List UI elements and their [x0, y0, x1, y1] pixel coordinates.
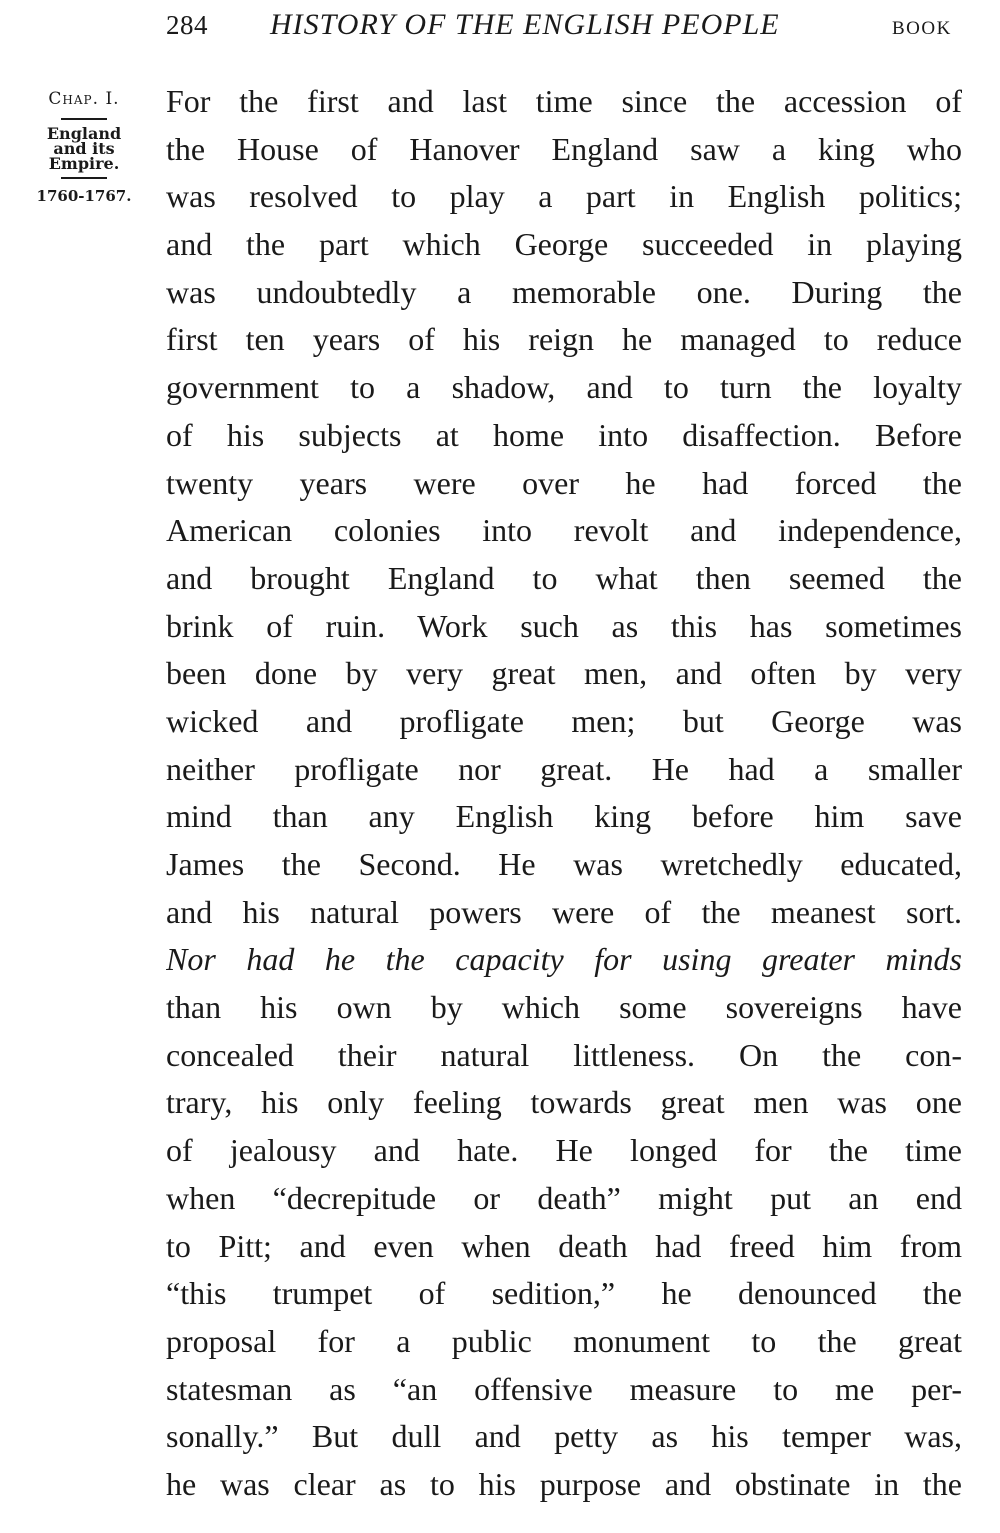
text-segment: neither profligate nor great. He had a smaller	[166, 750, 962, 787]
text-line	[166, 1175, 962, 1223]
text-segment: “this trumpet of sedition,” he denounced the	[166, 1275, 962, 1312]
text-line	[166, 555, 962, 603]
text-segment: trary, his only feeling towards great men was one	[166, 1084, 962, 1121]
text-segment: of his subjects at home into disaffection. Before	[166, 416, 962, 453]
text-segment: proposal for a public monument to the great	[166, 1322, 962, 1359]
margin-divider	[61, 177, 107, 179]
text-line	[166, 507, 962, 555]
text-segment: James the Second. He was wretchedly educated,	[166, 846, 962, 882]
text-segment: sonally.” But dull and petty as his temper was,	[166, 1418, 962, 1455]
text-segment: government to a shadow, and to turn the loyalty	[166, 369, 962, 406]
text-segment: first ten years of his reign he managed to reduce	[166, 321, 962, 358]
text-segment: was undoubtedly a memorable one. During the	[166, 273, 962, 310]
text-line	[166, 269, 962, 317]
chapter-label: Chap. I.	[48, 89, 120, 109]
margin-notes	[28, 86, 140, 207]
text-segment: For the first and last time since the accession of	[166, 83, 962, 119]
text-line	[166, 1079, 962, 1127]
text-segment: Nor had he the capacity for using greater minds	[166, 941, 962, 978]
text-line	[166, 603, 962, 651]
text-line	[166, 221, 962, 269]
text-line	[166, 746, 962, 794]
text-segment: he was clear as to his purpose and obstinate in the	[166, 1465, 962, 1502]
margin-divider	[61, 118, 107, 120]
text-line	[166, 841, 962, 889]
text-line	[166, 1223, 962, 1271]
text-segment: of jealousy and hate. He longed for the time	[166, 1132, 962, 1169]
text-line	[166, 173, 962, 221]
page-number: 284	[166, 10, 208, 40]
text-line	[166, 936, 962, 984]
text-segment: been done by very great men, and often by very	[166, 655, 962, 692]
text-line	[166, 1127, 962, 1175]
book-label: BOOK	[892, 18, 952, 39]
text-line	[166, 650, 962, 698]
text-segment: and the part which George succeeded in playing	[166, 226, 962, 263]
text-line	[166, 316, 962, 364]
text-line	[166, 126, 962, 174]
text-segment: the House of Hanover England saw a king who	[166, 130, 962, 167]
text-segment: and brought England to what then seemed the	[166, 559, 962, 596]
text-line	[166, 1032, 962, 1080]
text-line	[166, 460, 962, 508]
text-segment: concealed their natural littleness. On the con-	[166, 1036, 962, 1073]
text-line	[166, 793, 962, 841]
text-segment: twenty years were over he had forced the	[166, 464, 962, 501]
text-segment: to Pitt; and even when death had freed him from	[166, 1227, 962, 1264]
text-line	[166, 698, 962, 746]
text-segment: than his own by which some sovereigns have	[166, 989, 962, 1026]
text-line	[166, 1461, 962, 1509]
text-line	[166, 1270, 962, 1318]
text-line	[166, 412, 962, 460]
text-segment: and his natural powers were of the meanest sort.	[166, 893, 962, 930]
book-title: HISTORY OF THE ENGLISH PEOPLE	[270, 8, 780, 41]
text-segment: wicked and profligate men; but George was	[166, 702, 962, 739]
text-line	[166, 984, 962, 1032]
date-label: 1760-1767.	[36, 187, 132, 205]
text-segment: statesman as “an offensive measure to me per-	[166, 1370, 962, 1407]
text-line	[166, 1318, 962, 1366]
text-segment: American colonies into revolt and independence,	[166, 512, 962, 549]
topic-label: England and its Empire.	[46, 124, 122, 173]
text-line	[166, 889, 962, 937]
body-text	[166, 78, 962, 1509]
text-segment: when “decrepitude or death” might put an end	[166, 1179, 962, 1216]
text-line	[166, 1413, 962, 1461]
running-head	[0, 6, 1000, 46]
text-line	[166, 1366, 962, 1414]
text-segment: brink of ruin. Work such as this has sometimes	[166, 607, 962, 644]
text-line	[166, 78, 962, 126]
text-segment: was resolved to play a part in English politics;	[166, 178, 962, 215]
text-segment: mind than any English king before him save	[166, 798, 962, 835]
text-line	[166, 364, 962, 412]
